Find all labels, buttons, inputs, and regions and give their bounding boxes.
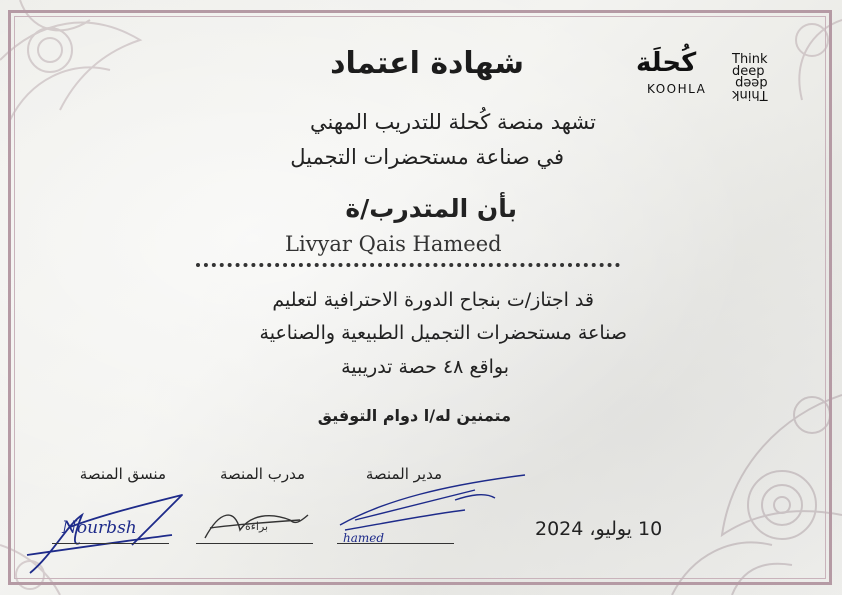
issue-date: 10 يوليو، 2024 xyxy=(535,518,663,540)
svg-text:براءة: براءة xyxy=(245,520,269,533)
signature-manager xyxy=(335,470,535,550)
course-sessions: بواقع ٤٨ حصة تدريبية xyxy=(341,356,509,378)
signature-line-trainer xyxy=(196,543,313,544)
signature-coordinator xyxy=(22,485,192,580)
signature-title-trainer: مدرب المنصة xyxy=(219,465,305,483)
svg-text:hamed: hamed xyxy=(343,531,385,545)
signature-line-coordinator xyxy=(52,543,169,544)
course-line-2: صناعة مستحضرات التجميل الطبيعية والصناعية xyxy=(259,322,627,344)
logo-arabic: كُحلَة xyxy=(636,48,697,78)
name-dotted-line xyxy=(196,263,620,267)
certificate-title: شهادة اعتماد xyxy=(330,46,524,81)
signature-line-manager xyxy=(337,543,454,544)
issuer-field: في صناعة مستحضرات التجميل xyxy=(290,145,564,169)
trainee-label: بأن المتدرب/ة xyxy=(345,194,517,223)
signature-title-manager: مدير المنصة xyxy=(365,465,442,483)
trainee-name: Livyar Qais Hameed xyxy=(285,232,502,256)
logo-think-text-flipped: Think deep xyxy=(732,75,768,102)
course-line-1: قد اجتاز/ت بنجاح الدورة الاحترافية لتعليم xyxy=(272,289,594,311)
logo-think-text: Think deep xyxy=(732,52,768,79)
logo-latin: KOOHLA xyxy=(647,82,707,96)
issuer-statement: تشهد منصة كُحلة للتدريب المهني xyxy=(309,110,596,134)
signature-title-coordinator: منسق المنصة xyxy=(79,465,166,483)
good-wishes: متمنين له/ا دوام التوفيق xyxy=(317,406,511,425)
svg-text:Nourbsh: Nourbsh xyxy=(62,518,137,538)
